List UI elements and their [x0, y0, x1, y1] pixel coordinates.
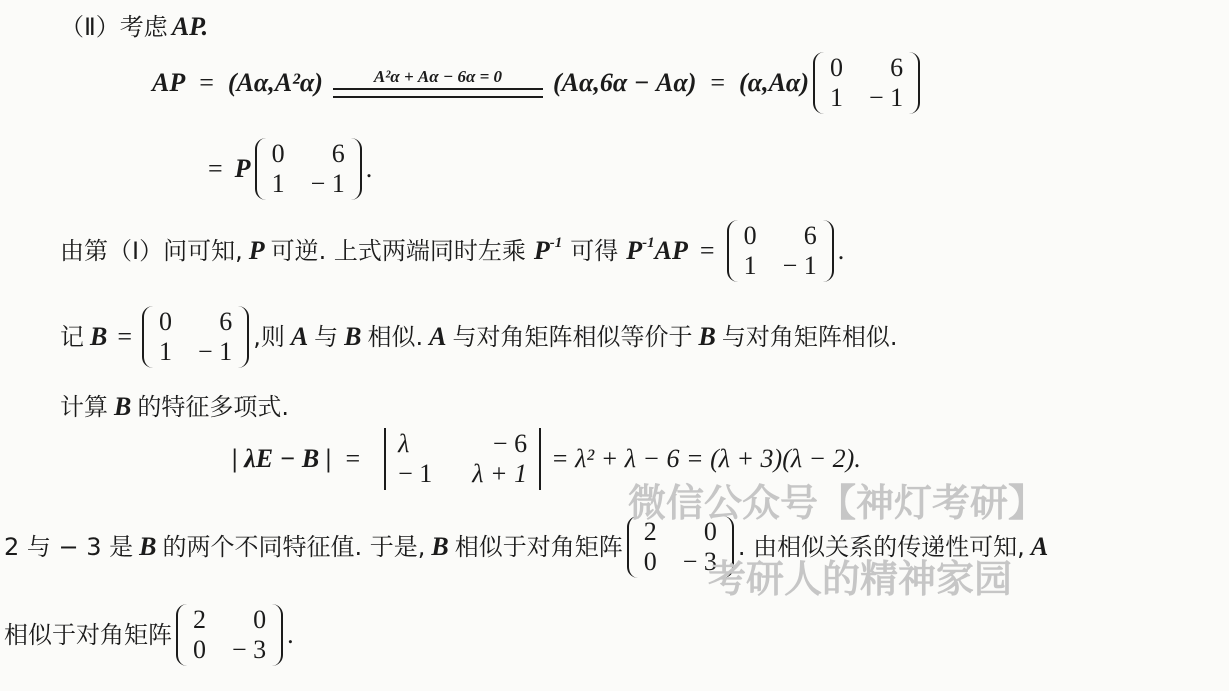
equation-determinant: | λE − B | = λ − 6 − 1 λ + 1 = λ² + λ − 6 = (λ + 3)(λ − 2).	[232, 429, 861, 488]
eq1-lhs: AP	[152, 68, 186, 97]
eq3-lhs: | λE − B |	[232, 444, 332, 473]
eq1-condition: A²α + Aα − 6α = 0	[373, 67, 503, 86]
heading-ap: AP.	[171, 12, 209, 41]
conclusion-sentence: 相似于对角矩阵 2 0 0 − 3 .	[4, 605, 294, 664]
char-poly-sentence: 计算 B 的特征多项式.	[60, 392, 289, 421]
eq1-condition-equals	[333, 68, 543, 98]
eq1-pair1: (Aα,A²α)	[227, 68, 323, 97]
eq1-matrix: 0 6 1 − 1	[813, 52, 920, 114]
heading-text: （Ⅱ）考虑	[60, 13, 168, 41]
invertibility-sentence: 由第（Ⅰ）问可知, P 可逆. 上式两端同时左乘 $P^{-1}$ 可得 $P^{-1}AP$ = 0 6 1 − 1 .	[60, 221, 845, 280]
line4-matrix: 0 6 1 − 1	[142, 306, 249, 368]
define-b-sentence: 记 B = 0 6 1 − 1 ,则 A 与 B 相似. A 与对角矩阵相似等价于 B 与对角矩阵相似.	[60, 307, 898, 366]
eq2-p: P	[234, 154, 251, 183]
eigenvalue-sentence: 2 与 − 3 是 B 的两个不同特征值. 于是, B 相似于对角矩阵 2 0 0 − 3 . 由相似关系的传递性可知, A	[4, 517, 1049, 576]
equation-p-matrix: = P 0 6 1 − 1 .	[208, 139, 373, 198]
line6-matrix: 2 0 0 − 3	[627, 516, 734, 578]
eq2-matrix: 0 6 1 − 1	[255, 138, 362, 200]
eq1-pair3: (α,Aα)	[739, 68, 809, 97]
eq3-determinant: λ − 6 − 1 λ + 1	[378, 428, 547, 490]
watermark-line2: 考研人的精神家园	[708, 557, 1013, 601]
eq1-pair2: (Aα,6α − Aα)	[552, 68, 697, 97]
part-ii-heading	[60, 14, 208, 40]
line7-matrix: 2 0 0 − 3	[176, 604, 283, 666]
equation-ap-expansion: AP = (Aα,A²α) A²α + Aα − 6α = 0 (Aα,6α − Aα) = (α,Aα) 0 6 1 − 1	[152, 52, 924, 114]
line3-matrix: 0 6 1 − 1	[727, 220, 834, 282]
eq3-rhs: = λ² + λ − 6 = (λ + 3)(λ − 2).	[551, 444, 861, 473]
watermark-line1: 微信公众号【神灯考研】	[628, 481, 1047, 525]
